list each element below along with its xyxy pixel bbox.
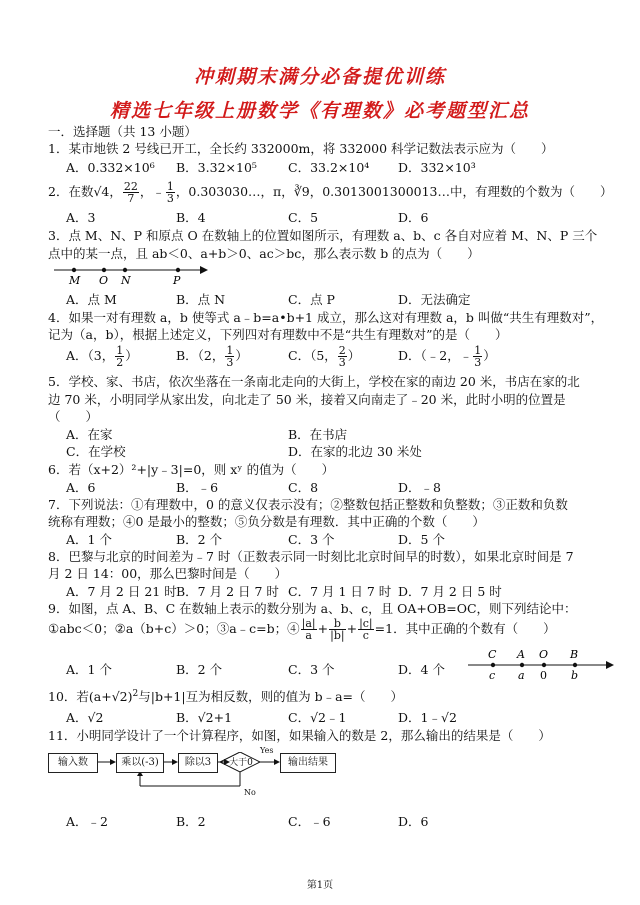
q10-option-d: D．1﹣√2 bbox=[398, 710, 457, 725]
q9-number-line bbox=[466, 648, 616, 684]
q5-option-a: A．在家 bbox=[66, 427, 113, 442]
question-4-line1: 4．如果一对有理数 a，b 使等式 a﹣b=a•b+1 成立，那么这对有理数 a，b 叫做“共生有理数对”， bbox=[48, 310, 604, 325]
q8-option-c: C．7 月 1 日 7 时 bbox=[288, 584, 392, 599]
question-8-line1: 8．巴黎与北京的时间差为﹣7 时（正数表示同一时刻比北京时间早的时数），如果北京时间是 7 bbox=[48, 549, 574, 564]
q2-frac-1-3: $\frac{1}{3}$ bbox=[166, 180, 174, 205]
q2-option-d: D．6 bbox=[398, 210, 429, 225]
q11-no-label: No bbox=[244, 788, 256, 797]
question-8-line2: 月 2 日 14：00，那么巴黎时间是（ ） bbox=[48, 566, 288, 581]
question-11-stem: 11．小明同学设计了一个计算程序，如图，如果输入的数是 2，那么输出的结果是（ ） bbox=[48, 728, 551, 743]
q3-label-o: O bbox=[99, 274, 109, 287]
q4-option-c: C．（5， $\frac{2}{3}$ ） bbox=[288, 344, 361, 369]
q9-point-a bbox=[520, 663, 524, 667]
question-3-line2: 点中的某一点，且 ab＜0、a+b＞0、ac＞bc，那么表示数 b 的点为（ ） bbox=[48, 246, 480, 261]
q2-option-b: B．4 bbox=[176, 210, 206, 225]
q11-divide-box: 除以3 bbox=[178, 753, 218, 773]
q6-option-c: C．8 bbox=[288, 480, 319, 495]
page-title: 冲刺期末满分必备提优训练 bbox=[193, 66, 446, 88]
q9-point-b bbox=[573, 663, 577, 667]
q4-option-a: A．（3， $\frac{1}{2}$ ） bbox=[66, 344, 138, 369]
question-4-line2: 记为（a，b），根据上述定义，下列四对有理数中不是“共生有理数对”的是（ ） bbox=[48, 327, 508, 342]
q2-cbrt9: ∛9 bbox=[293, 184, 310, 199]
question-9-line1: 9．如图，点 A、B、C 在数轴上表示的数分别为 a、b、c，且 OA+OB=OC，则下列结论中： bbox=[48, 601, 577, 616]
q1-option-a: A．0.332×10⁶ bbox=[66, 160, 155, 175]
q3-option-b: B．点 N bbox=[176, 292, 226, 307]
q3-point-n bbox=[123, 268, 127, 272]
q9-frac-a: $\frac{|a|}{a}$ bbox=[301, 617, 316, 642]
question-2-stem: 2．在数√4， $\frac{22}{7}$ ，﹣ $\frac{1}{3}$ ，0.303030…，π，∛9，0.3013001300013…中，有理数的个数为（ ） bbox=[48, 180, 613, 205]
q3-label-m: M bbox=[69, 274, 81, 287]
q11-option-c: C．﹣6 bbox=[288, 814, 331, 829]
q9-label-b: b bbox=[571, 669, 579, 682]
q3-label-n: N bbox=[121, 274, 131, 287]
q2-frac-22-7: $\frac{22}{7}$ bbox=[123, 180, 138, 205]
q11-option-a: A．﹣2 bbox=[66, 814, 108, 829]
q7-option-a: A．1 个 bbox=[66, 532, 112, 547]
q2-option-a: A．3 bbox=[66, 210, 96, 225]
q11-option-b: B．2 bbox=[176, 814, 206, 829]
q4-option-d: D．（﹣2，﹣ $\frac{1}{3}$ ） bbox=[398, 344, 496, 369]
q8-option-d: D．7 月 2 日 5 时 bbox=[398, 584, 502, 599]
q5-option-d: D．在家的北边 30 米处 bbox=[288, 444, 422, 459]
q11-option-d: D．6 bbox=[398, 814, 429, 829]
q1-option-c: C．33.2×10⁴ bbox=[288, 160, 370, 175]
q11-multiply-box: 乘以(-3) bbox=[116, 753, 164, 773]
page-subtitle: 精选七年级上册数学《有理数》必考题型汇总 bbox=[109, 100, 530, 122]
q2-mid: ，0.303030…，π， bbox=[175, 184, 294, 199]
question-7-line2: 统称有理数；④0 是最小的整数；⑤负分数是有理数．其中正确的个数（ ） bbox=[48, 514, 485, 529]
q3-point-p bbox=[176, 268, 180, 272]
q10-option-c: C．√2﹣1 bbox=[288, 710, 347, 725]
q2-sqrt4: √4 bbox=[93, 184, 110, 199]
q9-option-c: C．3 个 bbox=[288, 662, 335, 677]
question-3-line1: 3．点 M、N、P 和原点 O 在数轴上的位置如图所示，有理数 a、b、c 各自对应着 M、N、P 三个 bbox=[48, 228, 598, 243]
q6-option-d: D．﹣8 bbox=[398, 480, 441, 495]
question-9-line2: ①abc＜0；②a（b+c）＞0；③a﹣c=b；④ $\frac{|a|}{a}$ + $\frac{b}{|b|}$ + $\frac{|c|}{c}$ =1．其中正确的个数有（ ） bbox=[48, 617, 556, 642]
q11-flowchart bbox=[48, 746, 348, 812]
q8-option-a: A．7 月 2 日 21 时 bbox=[66, 584, 177, 599]
q2-post: ，0.3013001300013…中，有理数的个数为（ ） bbox=[309, 184, 613, 199]
q11-input-box: 输入数 bbox=[48, 753, 98, 773]
question-5-line3: （ ） bbox=[48, 409, 99, 424]
q9-point-c bbox=[491, 663, 495, 667]
q3-number-line bbox=[52, 262, 212, 288]
q7-option-c: C．3 个 bbox=[288, 532, 335, 547]
q6-option-b: B．﹣6 bbox=[176, 480, 219, 495]
q3-label-p: P bbox=[173, 274, 181, 287]
q9-label-a: a bbox=[518, 669, 525, 682]
q9-label-B: B bbox=[570, 648, 579, 661]
q3-option-a: A．点 M bbox=[66, 292, 117, 307]
q3-point-m bbox=[72, 268, 76, 272]
q9-option-b: B．2 个 bbox=[176, 662, 223, 677]
q5-option-c: C．在学校 bbox=[66, 444, 126, 459]
q11-output-box: 输出结果 bbox=[280, 753, 336, 773]
question-5-line2: 边 70 米，小明同学从家出发，向北走了 50 米，接着又向南走了﹣20 米，此时小明的位置是 bbox=[48, 392, 566, 407]
q1-option-b: B．3.32×10⁵ bbox=[176, 160, 257, 175]
q9-label-A: A bbox=[517, 648, 525, 661]
q8-option-b: B．7 月 2 日 7 时 bbox=[176, 584, 279, 599]
question-6-stem: 6．若（x+2）²+|y﹣3|=0，则 xʸ 的值为（ ） bbox=[48, 462, 335, 477]
q9-frac-b: $\frac{b}{|b|}$ bbox=[330, 617, 345, 642]
section-heading: 一．选择题（共 13 小题） bbox=[48, 124, 197, 139]
question-5-line1: 5．学校、家、书店，依次坐落在一条南北走向的大街上，学校在家的南边 20 米，书店在家的北 bbox=[48, 374, 580, 389]
q3-point-o bbox=[102, 268, 106, 272]
q9-label-c: c bbox=[489, 669, 496, 682]
q7-option-b: B．2 个 bbox=[176, 532, 223, 547]
q6-option-a: A．6 bbox=[66, 480, 96, 495]
q2-option-c: C．5 bbox=[288, 210, 319, 225]
q3-option-c: C．点 P bbox=[288, 292, 335, 307]
q9-option-a: A．1 个 bbox=[66, 662, 112, 677]
q10-option-b: B．√2+1 bbox=[176, 710, 233, 725]
q9-option-d: D．4 个 bbox=[398, 662, 445, 677]
q3-option-d: D．无法确定 bbox=[398, 292, 471, 307]
q9-frac-c: $\frac{|c|}{c}$ bbox=[359, 617, 373, 642]
question-1-stem: 1．某市地铁 2 号线已开工，全长约 332000m，将 332000 科学记数法表示应为（ ） bbox=[48, 141, 554, 156]
q11-condition-label: 大于0 bbox=[229, 758, 253, 768]
q10-option-a: A．√2 bbox=[66, 710, 104, 725]
q9-label-O: O bbox=[539, 648, 549, 661]
q1-option-d: D．332×10³ bbox=[398, 160, 476, 175]
question-7-line1: 7．下列说法：①有理数中，0 的意义仅表示没有；②整数包括正整数和负整数；③正数和负数 bbox=[48, 497, 568, 512]
q9-label-zero: 0 bbox=[540, 669, 547, 682]
q5-option-b: B．在书店 bbox=[288, 427, 348, 442]
q4-option-b: B．（2， $\frac{1}{3}$ ） bbox=[176, 344, 248, 369]
q9-label-C: C bbox=[488, 648, 497, 661]
q7-option-d: D．5 个 bbox=[398, 532, 445, 547]
q9-point-o bbox=[542, 663, 546, 667]
question-10-stem: 10．若$(a+√2)^2$与|b+1|互为相反数，则的值为 b﹣a=（ ） bbox=[48, 689, 404, 705]
q11-yes-label: Yes bbox=[260, 746, 274, 755]
q2-pre: 2．在数 bbox=[48, 184, 94, 199]
page-number: 第1页 bbox=[306, 880, 334, 891]
